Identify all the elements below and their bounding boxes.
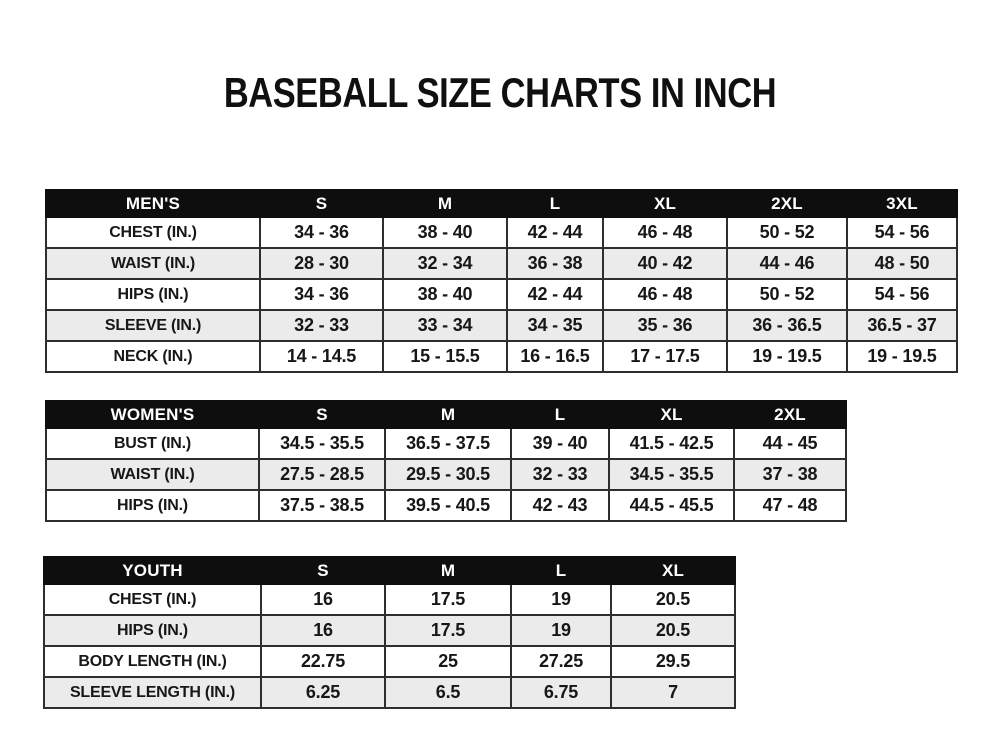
size-value: 19	[511, 615, 611, 646]
mens-size-table	[45, 189, 958, 373]
size-value: 29.5 - 30.5	[385, 459, 511, 490]
size-value: 6.25	[261, 677, 385, 708]
size-value: 34 - 35	[507, 310, 603, 341]
table-row-waist	[46, 459, 846, 490]
table-row-hips	[46, 490, 846, 521]
womens-size-table	[45, 400, 847, 522]
table-row-waist	[46, 248, 957, 279]
size-value: 32 - 33	[511, 459, 609, 490]
table-row-sleeve-length	[44, 677, 735, 708]
size-value: 48 - 50	[847, 248, 957, 279]
size-value: 17.5	[385, 584, 511, 615]
size-value: 20.5	[611, 615, 735, 646]
size-value: 47 - 48	[734, 490, 846, 521]
size-value: 19 - 19.5	[727, 341, 847, 372]
size-value: 36.5 - 37.5	[385, 428, 511, 459]
column-header-s: S	[259, 401, 385, 428]
row-label: CHEST (IN.)	[46, 217, 260, 248]
youth-size-table	[43, 556, 736, 709]
row-label: HIPS (IN.)	[44, 615, 261, 646]
size-value: 16	[261, 615, 385, 646]
row-label: HIPS (IN.)	[46, 279, 260, 310]
column-header-2xl: 2XL	[727, 190, 847, 217]
size-value: 42 - 43	[511, 490, 609, 521]
size-value: 25	[385, 646, 511, 677]
size-value: 54 - 56	[847, 217, 957, 248]
size-value: 37 - 38	[734, 459, 846, 490]
row-label: WAIST (IN.)	[46, 248, 260, 279]
size-value: 36 - 36.5	[727, 310, 847, 341]
table-row-bust	[46, 428, 846, 459]
row-label: BUST (IN.)	[46, 428, 259, 459]
size-value: 17 - 17.5	[603, 341, 727, 372]
size-value: 39 - 40	[511, 428, 609, 459]
column-header-l: L	[511, 557, 611, 584]
size-value: 6.75	[511, 677, 611, 708]
size-value: 46 - 48	[603, 279, 727, 310]
column-header-xl: XL	[611, 557, 735, 584]
size-value: 14 - 14.5	[260, 341, 383, 372]
womens-header-row	[46, 401, 846, 428]
size-value: 16	[261, 584, 385, 615]
table-row-neck	[46, 341, 957, 372]
size-value: 44.5 - 45.5	[609, 490, 734, 521]
size-value: 32 - 34	[383, 248, 507, 279]
column-header-m: M	[385, 401, 511, 428]
column-header-youth: YOUTH	[44, 557, 261, 584]
row-label: SLEEVE (IN.)	[46, 310, 260, 341]
size-value: 19	[511, 584, 611, 615]
size-value: 28 - 30	[260, 248, 383, 279]
column-header-s: S	[260, 190, 383, 217]
column-header-xl: XL	[603, 190, 727, 217]
column-header-2xl: 2XL	[734, 401, 846, 428]
column-header-m: M	[383, 190, 507, 217]
size-value: 20.5	[611, 584, 735, 615]
column-header-m: M	[385, 557, 511, 584]
table-row-hips	[46, 279, 957, 310]
size-value: 33 - 34	[383, 310, 507, 341]
table-row-hips	[44, 615, 735, 646]
row-label: SLEEVE LENGTH (IN.)	[44, 677, 261, 708]
size-value: 44 - 45	[734, 428, 846, 459]
size-value: 29.5	[611, 646, 735, 677]
size-value: 38 - 40	[383, 217, 507, 248]
column-header-l: L	[511, 401, 609, 428]
size-value: 22.75	[261, 646, 385, 677]
size-value: 46 - 48	[603, 217, 727, 248]
table-row-chest	[46, 217, 957, 248]
column-header-xl: XL	[609, 401, 734, 428]
size-value: 42 - 44	[507, 217, 603, 248]
table-row-chest	[44, 584, 735, 615]
table-row-body-length	[44, 646, 735, 677]
size-value: 40 - 42	[603, 248, 727, 279]
mens-header-row	[46, 190, 957, 217]
size-value: 19 - 19.5	[847, 341, 957, 372]
size-value: 50 - 52	[727, 217, 847, 248]
size-value: 34.5 - 35.5	[259, 428, 385, 459]
size-value: 35 - 36	[603, 310, 727, 341]
size-value: 34 - 36	[260, 217, 383, 248]
row-label: HIPS (IN.)	[46, 490, 259, 521]
size-value: 42 - 44	[507, 279, 603, 310]
size-value: 34 - 36	[260, 279, 383, 310]
size-value: 41.5 - 42.5	[609, 428, 734, 459]
size-value: 15 - 15.5	[383, 341, 507, 372]
size-value: 17.5	[385, 615, 511, 646]
size-value: 16 - 16.5	[507, 341, 603, 372]
column-header-mens: MEN'S	[46, 190, 260, 217]
row-label: CHEST (IN.)	[44, 584, 261, 615]
row-label: WAIST (IN.)	[46, 459, 259, 490]
size-value: 39.5 - 40.5	[385, 490, 511, 521]
size-value: 44 - 46	[727, 248, 847, 279]
row-label: NECK (IN.)	[46, 341, 260, 372]
column-header-s: S	[261, 557, 385, 584]
size-value: 32 - 33	[260, 310, 383, 341]
size-value: 38 - 40	[383, 279, 507, 310]
size-value: 54 - 56	[847, 279, 957, 310]
size-value: 36.5 - 37	[847, 310, 957, 341]
size-value: 36 - 38	[507, 248, 603, 279]
size-value: 7	[611, 677, 735, 708]
column-header-l: L	[507, 190, 603, 217]
size-value: 27.5 - 28.5	[259, 459, 385, 490]
size-value: 50 - 52	[727, 279, 847, 310]
column-header-womens: WOMEN'S	[46, 401, 259, 428]
size-value: 37.5 - 38.5	[259, 490, 385, 521]
row-label: BODY LENGTH (IN.)	[44, 646, 261, 677]
size-value: 27.25	[511, 646, 611, 677]
size-value: 6.5	[385, 677, 511, 708]
page-title: BASEBALL SIZE CHARTS IN INCH	[223, 69, 777, 116]
youth-header-row	[44, 557, 735, 584]
column-header-3xl: 3XL	[847, 190, 957, 217]
table-row-sleeve	[46, 310, 957, 341]
size-value: 34.5 - 35.5	[609, 459, 734, 490]
